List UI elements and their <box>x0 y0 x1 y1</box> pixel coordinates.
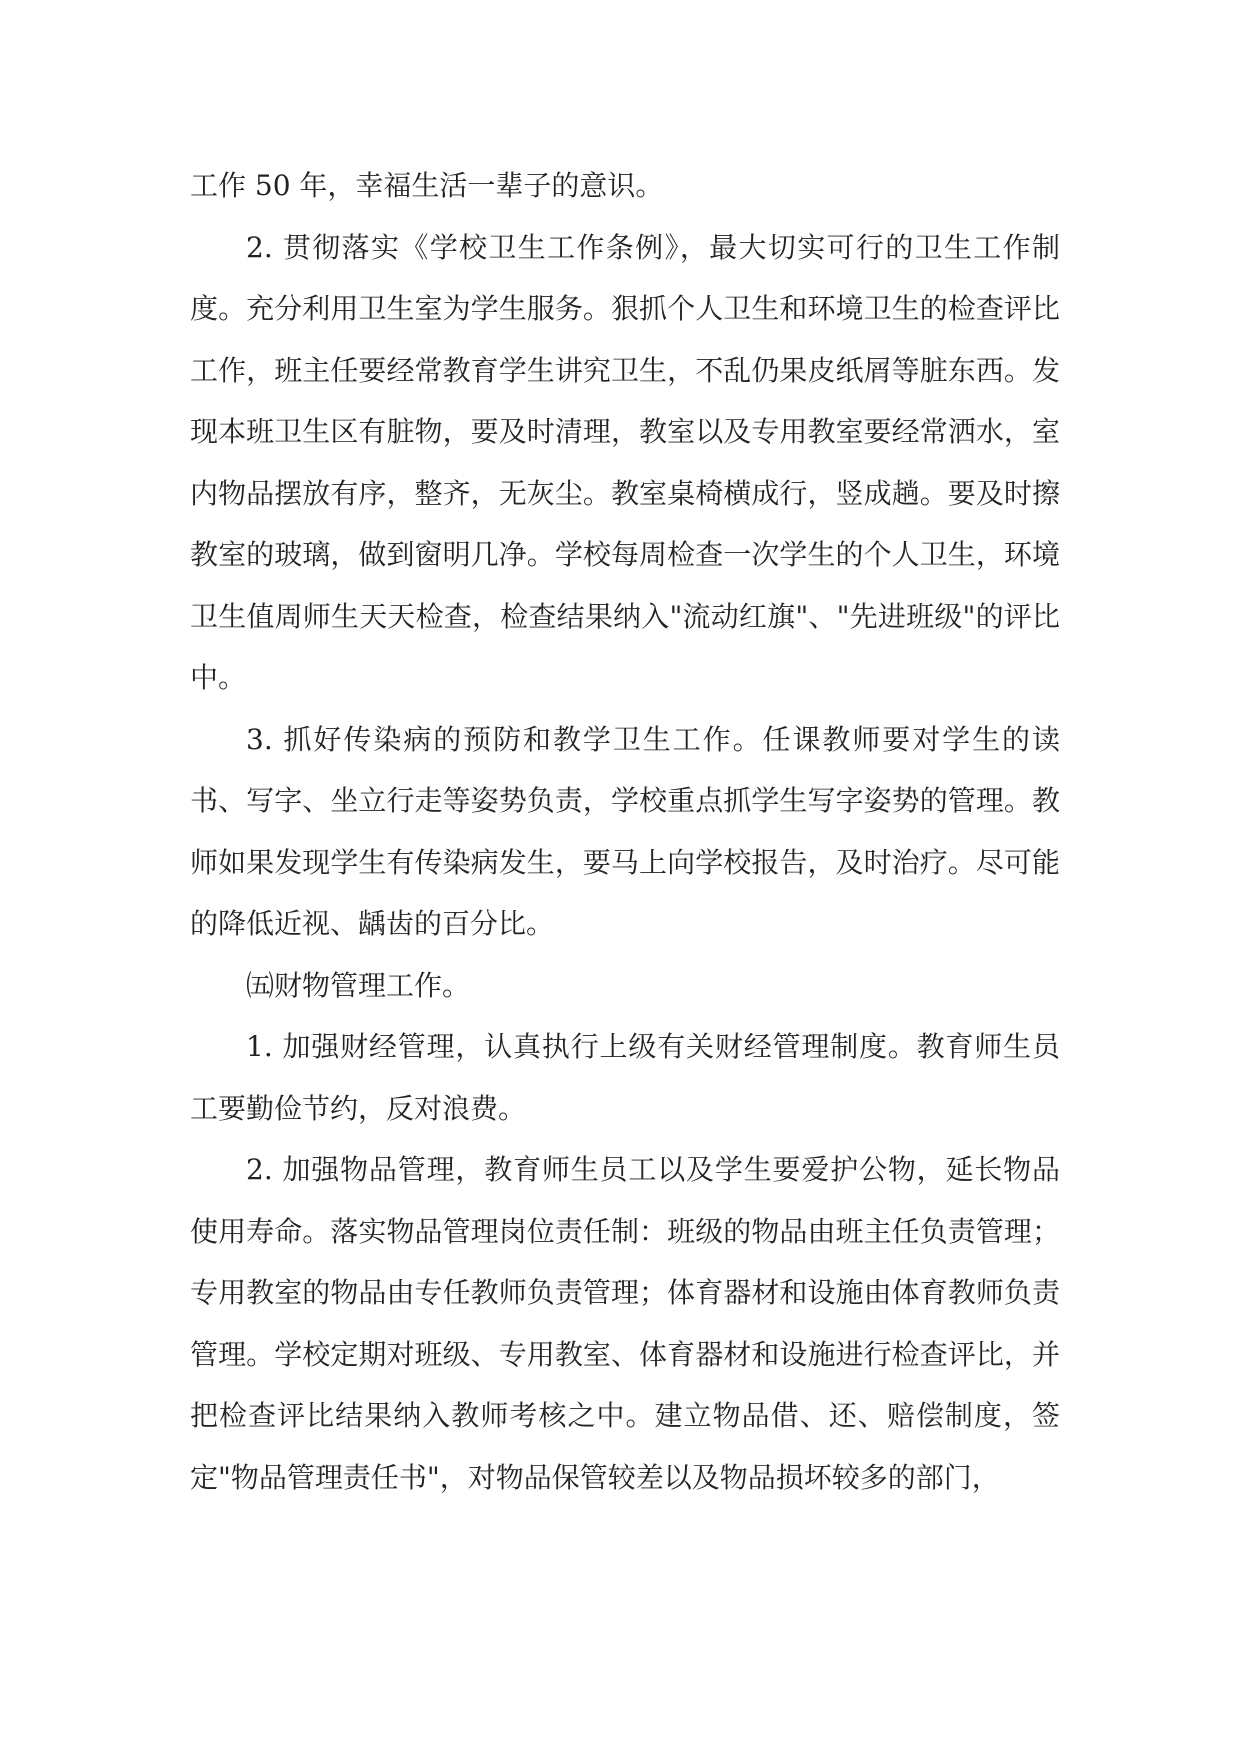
body-text <box>190 155 1060 1508</box>
paragraph-2: 2. 贯彻落实《学校卫生工作条例》，最大切实可行的卫生工作制度。充分利用卫生室为学生服务。狠抓个人卫生和环境卫生的检查评比工作，班主任要经常教育学生讲究卫生，不乱仍果皮纸屑等脏东西。发现本班卫生区有脏物，要及时清理，教室以及专用教室要经常洒水，室内物品摆放有序，整齐，无灰尘。教室桌椅横成行，竖成趟。要及时擦教室的玻璃，做到窗明几净。学校每周检查一次学生的个人卫生，环境卫生值周师生天天检查，检查结果纳入"流动红旗"、"先进班级"的评比中。 <box>190 230 1060 694</box>
paragraph-4-heading: ㈤财物管理工作。 <box>246 968 471 1002</box>
paragraph-1: 工作 50 年，幸福生活一辈子的意识。 <box>190 169 664 202</box>
paragraph-6: 2. 加强物品管理，教育师生员工以及学生要爱护公物，延长物品使用寿命。落实物品管理岗位责任制：班级的物品由班主任负责管理；专用教室的物品由专任教师负责管理；体育器材和设施由体育教师负责管理。学校定期对班级、专用教室、体育器材和设施进行检查评比，并把检查评比结果纳入教师考核之中。建立物品借、还、赔偿制度，签定"物品管理责任书"，对物品保管较差以及物品损坏较多的部门， <box>190 1153 1060 1494</box>
paragraph-5: 1. 加强财经管理，认真执行上级有关财经管理制度。教育师生员工要勤俭节约，反对浪费。 <box>190 1030 1060 1125</box>
paragraph-3: 3. 抓好传染病的预防和教学卫生工作。任课教师要对学生的读书、写字、坐立行走等姿势负责，学校重点抓学生写字姿势的管理。教师如果发现学生有传染病发生，要马上向学校报告，及时治疗。尽可能的降低近视、龋齿的百分比。 <box>190 722 1060 940</box>
